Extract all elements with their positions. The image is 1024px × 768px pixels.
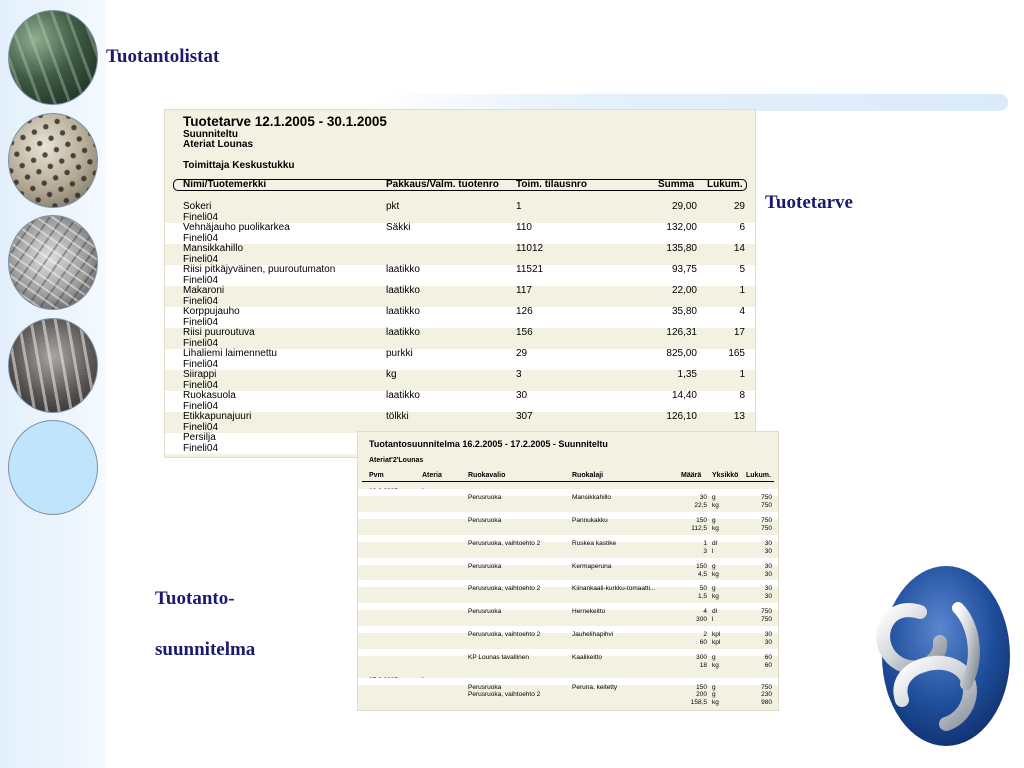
report-status: Suunniteltu [183, 129, 238, 140]
cell-name: Korppujauho [183, 306, 240, 317]
cell-name: Riisi puuroutuva [183, 327, 255, 338]
label-tuotanto: Tuotanto- [155, 588, 235, 609]
plan-cell-unit: g [712, 684, 716, 691]
cell-sum: 825,00 [666, 348, 697, 359]
plan-row [358, 548, 778, 555]
cell-qty: 5 [739, 264, 745, 275]
plan-cell-diet: Perusruoka, vaihtoehto 2 [468, 540, 541, 547]
company-logo-icon [862, 560, 1012, 750]
plan-cell-count: 750 [761, 608, 772, 615]
col-header-sum: Summa [658, 179, 695, 190]
cell-qty: 14 [733, 243, 745, 254]
cell-brand: Fineli04 [183, 379, 219, 391]
plan-cell-count: 30 [764, 631, 772, 638]
plan-row [358, 571, 778, 578]
cell-qty: 8 [739, 390, 745, 401]
cell-brand: Fineli04 [183, 421, 219, 433]
cell-sum: 1,35 [677, 369, 697, 380]
plan-cell-unit: kg [712, 593, 719, 600]
report-meals: Ateriat Lounas [183, 139, 254, 150]
plan-cell-amount: 150 [696, 517, 707, 524]
plan-row [358, 631, 778, 638]
plan-row [358, 540, 778, 547]
plan-cell-count: 750 [761, 502, 772, 509]
plan-cell-unit: g [712, 585, 716, 592]
cell-qty: 17 [733, 327, 745, 338]
cell-brand: Fineli04 [183, 442, 219, 454]
plan-row [358, 593, 778, 600]
plan-col-maara: Määrä [681, 472, 702, 479]
cell-order: 11012 [516, 243, 544, 254]
plan-cell-count: 60 [764, 662, 772, 669]
photo-perforated-metal-icon [8, 113, 98, 208]
photo-forks-icon [8, 318, 98, 413]
cell-order: 156 [516, 327, 533, 338]
plan-cell-amount: 60 [699, 639, 707, 646]
cell-sum: 22,00 [671, 285, 697, 296]
plan-cell-dish: Hernekeitto [572, 608, 606, 615]
cell-qty: 165 [728, 348, 745, 359]
cell-pack: Säkki [386, 222, 411, 233]
plan-cell-diet: Perusruoka [468, 563, 502, 570]
plan-cell-unit: g [712, 517, 716, 524]
table-row [165, 265, 755, 286]
cell-qty: 4 [739, 306, 745, 317]
plan-cell-amount: 50 [699, 585, 707, 592]
plan-cell-diet: Perusruoka [468, 684, 502, 691]
label-suunnitelma: suunnitelma [155, 639, 256, 660]
col-header-order: Toim. tilausnro [516, 179, 587, 190]
cell-name: Lihaliemi laimennettu [183, 348, 277, 359]
cell-order: 30 [516, 390, 528, 401]
table-row [165, 349, 755, 370]
cell-order: 110 [516, 222, 532, 233]
plan-cell-amount: 1,5 [697, 593, 707, 600]
table-row [165, 391, 755, 412]
cell-order: 126 [516, 306, 533, 317]
table-row [165, 370, 755, 391]
plan-cell-amount: 4 [703, 608, 707, 615]
cell-qty: 1 [739, 369, 745, 380]
plan-cell-diet: Perusruoka, vaihtoehto 2 [468, 585, 541, 592]
plan-cell-count: 750 [761, 494, 772, 501]
plan-cell-dish: Mansikkahillo [572, 494, 612, 501]
cell-name: Makaroni [183, 285, 225, 296]
cell-order: 11521 [516, 264, 544, 275]
plan-cell-amount: 4,5 [697, 571, 707, 578]
plan-cell-diet: Perusruoka [468, 517, 502, 524]
plan-subtitle: Ateriat'2'Lounas [369, 457, 424, 464]
cell-name: Etikkapunajuuri [183, 411, 252, 422]
plan-cell-unit: kg [712, 662, 719, 669]
col-header-pack: Pakkaus/Valm. tuotenro [386, 179, 499, 190]
plan-cell-unit: kg [712, 571, 719, 578]
plan-cell-amount: 30 [699, 494, 707, 501]
plan-row [358, 691, 778, 698]
plan-col-lukum: Lukum. [746, 472, 771, 479]
plan-cell-dish: Ruskea kastike [572, 540, 617, 547]
cell-order: 3 [516, 369, 522, 380]
plan-cell-count: 60 [764, 654, 772, 661]
cell-order: 307 [516, 411, 533, 422]
report-rows [165, 202, 755, 454]
plan-cell-dish: Kaalikeitto [572, 654, 602, 661]
cell-brand: Fineli04 [183, 358, 219, 370]
table-row [165, 244, 755, 265]
cell-order: 1 [516, 201, 522, 212]
cell-sum: 35,80 [671, 306, 697, 317]
cell-brand: Fineli04 [183, 400, 219, 412]
plan-cell-count: 30 [764, 540, 772, 547]
cell-sum: 135,80 [666, 243, 697, 254]
report-supplier: Toimittaja Keskustukku [183, 160, 295, 171]
plan-cell-unit: g [712, 691, 716, 698]
cell-pack: laatikko [386, 306, 420, 317]
cell-sum: 93,75 [671, 264, 697, 275]
plan-cell-amount: 300 [696, 654, 707, 661]
plan-cell-diet: KP Lounas tavallinen [468, 654, 529, 661]
plan-cell-diet: Perusruoka, vaihtoehto 2 [468, 631, 541, 638]
plan-cell-dish: Jauhelihapihvi [572, 631, 614, 638]
col-header-qty: Lukum. [707, 179, 743, 190]
plan-cell-dish: Peruna, keitetty [572, 684, 618, 691]
table-row [165, 223, 755, 244]
cell-pack: laatikko [386, 264, 420, 275]
plan-cell-count: 980 [761, 699, 772, 706]
plan-cell-amount: 2 [703, 631, 707, 638]
cell-qty: 29 [733, 201, 745, 212]
plan-cell-unit: g [712, 494, 716, 501]
cell-pack: laatikko [386, 390, 420, 401]
plan-title: Tuotantosuunnitelma 16.2.2005 - 17.2.2005 - Suunniteltu [369, 439, 608, 449]
plan-col-ruokalaji: Ruokalaji [572, 472, 604, 479]
cell-name: Riisi pitkäjyväinen, puuroutumaton [183, 264, 336, 275]
plan-row [358, 525, 778, 532]
cell-brand: Fineli04 [183, 337, 219, 349]
photo-kitchen-rack-icon [8, 215, 98, 310]
plan-col-pvm: Pvm [369, 472, 384, 479]
table-row [165, 286, 755, 307]
plan-cell-dish: Kiinankaali-kurkku-tomaatti... [572, 585, 656, 592]
plan-row [358, 563, 778, 570]
plan-cell-dish: Kermaperuna [572, 563, 612, 570]
plan-cell-count: 30 [764, 563, 772, 570]
plan-cell-count: 750 [761, 616, 772, 623]
cell-name: Sokeri [183, 201, 212, 212]
plan-cell-unit: kpl [712, 639, 721, 646]
cell-brand: Fineli04 [183, 295, 219, 307]
plan-cell-diet: Perusruoka [468, 494, 502, 501]
plan-cell-unit: dl [712, 540, 718, 547]
plan-row [358, 608, 778, 615]
plan-cell-unit: kg [712, 525, 719, 532]
plan-cell-amount: 112,5 [691, 525, 707, 532]
cell-name: Siirappi [183, 369, 217, 380]
cell-order: 117 [516, 285, 532, 296]
table-row [165, 412, 755, 433]
plan-cell-count: 30 [764, 593, 772, 600]
report-title: Tuotetarve 12.1.2005 - 30.1.2005 [183, 114, 387, 129]
plan-cell-unit: g [712, 563, 716, 570]
plan-row [358, 662, 778, 669]
plan-cell-amount: 150 [696, 684, 707, 691]
plan-cell-diet: Perusruoka [468, 608, 502, 615]
plan-cell-unit: kpl [712, 631, 721, 638]
plan-row [358, 517, 778, 524]
plan-cell-dish: Pannukakku [572, 517, 608, 524]
plan-cell-count: 750 [761, 525, 772, 532]
cell-brand: Fineli04 [183, 253, 219, 265]
cell-name: Persilja [183, 432, 216, 443]
cell-sum: 126,31 [666, 327, 697, 338]
cell-brand: Fineli04 [183, 232, 219, 244]
plan-cell-count: 750 [761, 684, 772, 691]
plan-cell-unit: kg [712, 502, 719, 509]
plan-cell-amount: 200 [696, 691, 707, 698]
plan-cell-count: 30 [764, 639, 772, 646]
plan-cell-amount: 22,5 [694, 502, 707, 509]
cell-name: Vehnäjauho puolikarkea [183, 222, 290, 233]
left-sidebar [0, 0, 106, 768]
plan-row [358, 616, 778, 623]
cell-qty: 13 [733, 411, 745, 422]
plan-cell-unit: dl [712, 608, 718, 615]
cell-pack: laatikko [386, 327, 420, 338]
table-row [165, 202, 755, 223]
plan-cell-count: 30 [764, 571, 772, 578]
decorative-header-bar [370, 94, 1008, 111]
plan-row [358, 494, 778, 501]
plan-cell-amount: 18 [699, 662, 707, 669]
blank-circle-icon [8, 420, 98, 515]
plan-col-ateria: Ateria [422, 472, 442, 479]
cell-sum: 29,00 [671, 201, 697, 212]
cell-qty: 1 [739, 285, 745, 296]
plan-cell-count: 230 [761, 691, 772, 698]
plan-row [358, 684, 778, 691]
label-tuotetarve: Tuotetarve [765, 192, 853, 213]
cell-pack: laatikko [386, 285, 420, 296]
plan-row [358, 654, 778, 661]
cell-brand: Fineli04 [183, 274, 219, 286]
plan-cell-count: 30 [764, 585, 772, 592]
cell-brand: Fineli04 [183, 211, 219, 223]
plan-row [358, 502, 778, 509]
plan-cell-count: 30 [764, 548, 772, 555]
plan-cell-amount: 1 [703, 540, 707, 547]
col-header-name: Nimi/Tuotemerkki [183, 179, 267, 190]
product-demand-report [165, 110, 755, 457]
plan-cell-unit: l [712, 616, 714, 623]
cell-brand: Fineli04 [183, 316, 219, 328]
plan-row [358, 585, 778, 592]
cell-sum: 14,40 [671, 390, 697, 401]
cell-name: Ruokasuola [183, 390, 236, 401]
plan-row [358, 639, 778, 646]
plan-col-ruokavalio: Ruokavalio [468, 472, 506, 479]
cell-order: 29 [516, 348, 528, 359]
plan-cell-amount: 158,5 [690, 699, 707, 706]
plan-cell-amount: 150 [696, 563, 707, 570]
table-row [165, 307, 755, 328]
plan-col-yksikko: Yksikkö [712, 472, 739, 479]
plan-cell-amount: 300 [696, 616, 707, 623]
plan-cell-diet: Perusruoka, vaihtoehto 2 [468, 691, 541, 698]
cell-qty: 6 [739, 222, 745, 233]
cell-pack: kg [386, 369, 397, 380]
production-plan-report [358, 432, 778, 710]
cell-pack: tölkki [386, 411, 409, 422]
plan-cell-unit: g [712, 654, 716, 661]
plan-cell-amount: 3 [703, 548, 707, 555]
plan-row [358, 699, 778, 706]
photo-circuit-board-icon [8, 10, 98, 105]
cell-name: Mansikkahillo [183, 243, 244, 254]
cell-pack: pkt [386, 201, 400, 212]
plan-cell-unit: kg [712, 699, 719, 706]
cell-pack: purkki [386, 348, 413, 359]
plan-cell-count: 750 [761, 517, 772, 524]
slide-title: Tuotantolistat [106, 46, 220, 67]
plan-header-rule [362, 481, 774, 482]
table-row [165, 328, 755, 349]
cell-sum: 132,00 [666, 222, 697, 233]
plan-cell-unit: l [712, 548, 714, 555]
cell-sum: 126,10 [666, 411, 697, 422]
